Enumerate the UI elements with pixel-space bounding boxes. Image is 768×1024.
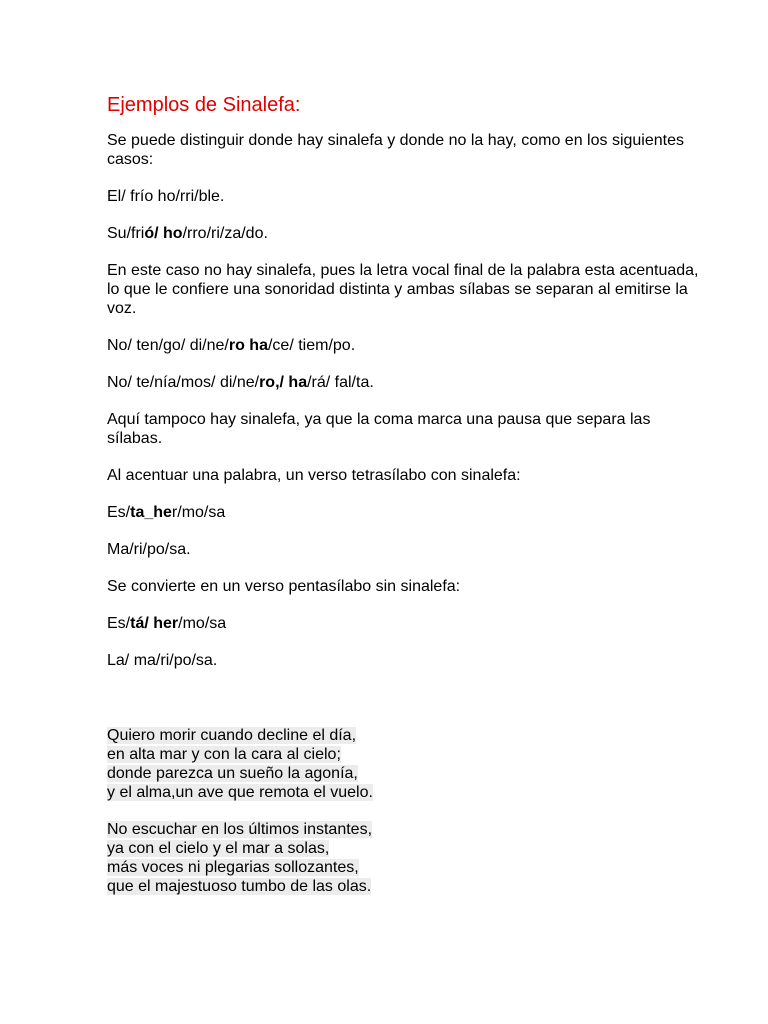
document-body (107, 94, 707, 914)
poem-line (107, 726, 707, 745)
example-5-part-a: Es/ (107, 504, 131, 521)
example-2-part-a: Su/fri (107, 225, 145, 242)
example-5-bold: ta_he (130, 504, 172, 521)
poem-stanza-1 (107, 726, 707, 802)
example-5-part-c: r/mo/sa (171, 504, 226, 521)
example-1: El/ frío ho/rri/ble. (107, 188, 225, 205)
poem-line (107, 820, 707, 839)
poem-line (107, 877, 707, 896)
poem-line (107, 745, 707, 764)
poem-line-text: en alta mar y con la cara al cielo; (107, 746, 341, 763)
poem-line-text: donde parezca un sueño la agonía, (107, 765, 358, 782)
example-8: La/ ma/ri/po/sa. (107, 652, 218, 669)
poem-line-text: y el alma,un ave que remota el vuelo. (107, 784, 373, 801)
example-7-part-a: Es/ (107, 615, 131, 632)
poem-line (107, 783, 707, 802)
poem-line (107, 764, 707, 783)
example-2 (107, 224, 707, 243)
example-7 (107, 614, 707, 633)
explanation-4: Se convierte en un verso pentasílabo sin sinalefa: (107, 578, 461, 595)
poem-line-text: que el majestuoso tumbo de las olas. (107, 878, 372, 895)
poem-line-text: más voces ni plegarias sollozantes, (107, 859, 359, 876)
intro-paragraph: Se puede distinguir donde hay sinalefa y donde no la hay, como en los siguientes casos: (107, 132, 684, 168)
poem-line-text: Quiero morir cuando decline el día, (107, 727, 357, 744)
example-4-bold: ro,/ ha (259, 374, 308, 391)
example-3-part-a: No/ ten/go/ di/ne/ (107, 337, 229, 354)
example-2-part-c: /rro/ri/za/do. (182, 225, 268, 242)
poem-line (107, 858, 707, 877)
example-3-part-c: /ce/ tiem/po. (267, 337, 356, 354)
example-4 (107, 373, 707, 392)
explanation-3: Al acentuar una palabra, un verso tetrasílabo con sinalefa: (107, 467, 521, 484)
spacer (107, 688, 707, 726)
poem-line-text: ya con el cielo y el mar a solas, (107, 840, 330, 857)
example-2-bold: ó/ ho (144, 225, 183, 242)
page-title: Ejemplos de Sinalefa: (107, 94, 301, 116)
example-3-bold: ro ha (228, 337, 268, 354)
poem-line (107, 839, 707, 858)
explanation-2: Aquí tampoco hay sinalefa, ya que la coma marca una pausa que separa las sílabas. (107, 411, 651, 447)
poem-line-text: No escuchar en los últimos instantes, (107, 821, 373, 838)
example-7-part-c: /mo/sa (178, 615, 227, 632)
poem-stanza-2 (107, 820, 707, 896)
example-7-bold: tá/ her (130, 615, 179, 632)
example-4-part-a: No/ te/nía/mos/ di/ne/ (107, 374, 260, 391)
example-6: Ma/ri/po/sa. (107, 541, 191, 558)
example-5 (107, 503, 707, 522)
explanation-1: En este caso no hay sinalefa, pues la letra vocal final de la palabra esta acentuada, lo que le confiere una sonoridad distinta y ambas sílabas se separan al emitirse la voz. (107, 262, 699, 317)
example-3 (107, 336, 707, 355)
example-4-part-c: /rá/ fal/ta. (307, 374, 374, 391)
